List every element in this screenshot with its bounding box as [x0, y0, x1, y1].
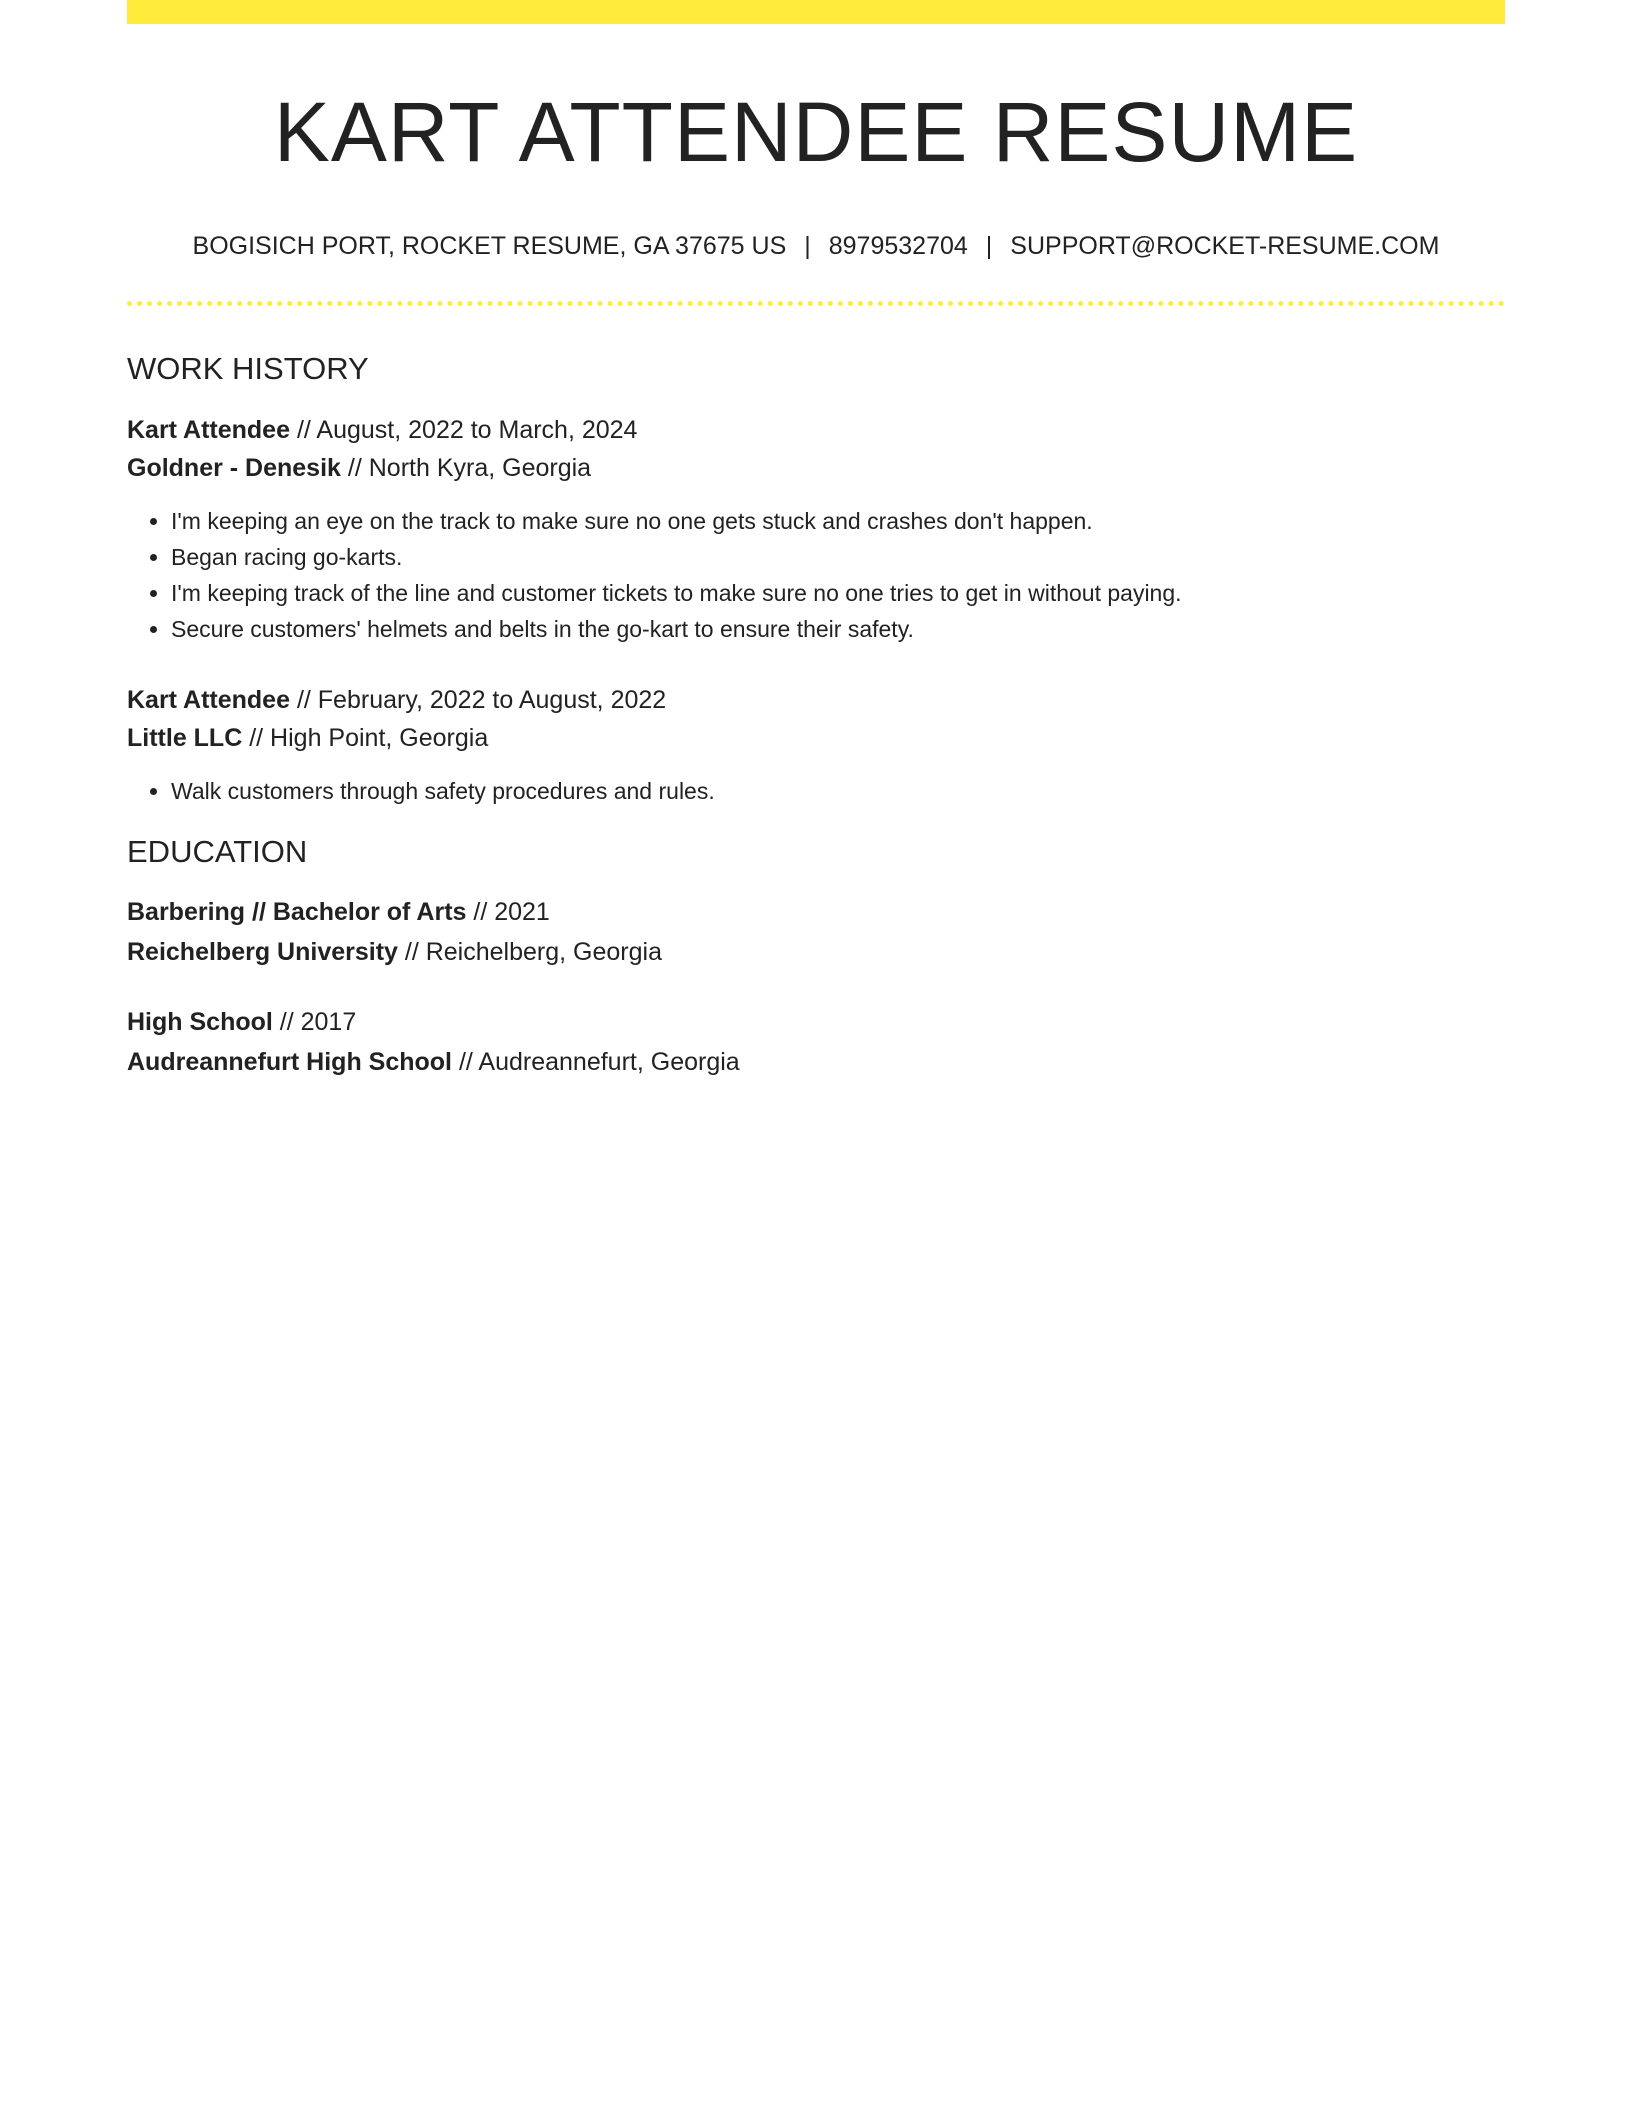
education-year: // 2021 [473, 898, 550, 927]
education-degree: High School [127, 1008, 273, 1037]
job-location: // North Kyra, Georgia [347, 453, 592, 482]
job-bullets [127, 773, 1505, 809]
job-bullet: • Secure customers' helmets and belts in the go-kart to ensure their safety. [171, 611, 1505, 647]
top-accent-bar [127, 0, 1505, 24]
job-title: Kart Attendee [127, 685, 290, 714]
job-company-line [127, 449, 1505, 487]
job-bullet: • I'm keeping an eye on the track to make sure no one gets stuck and crashes don't happen. [171, 503, 1505, 539]
education-school: Audreannefurt High School [127, 1048, 452, 1077]
job-dates: // August, 2022 to March, 2024 [296, 415, 638, 444]
contact-separator: | [804, 231, 811, 260]
education-degree: Barbering // Bachelor of Arts [127, 898, 467, 927]
job-company: Goldner - Denesik [127, 453, 341, 482]
contact-phone: 8979532704 [828, 231, 968, 260]
education-degree-line [127, 1002, 1505, 1042]
contact-email: SUPPORT@ROCKET-RESUME.COM [1010, 231, 1440, 260]
education-school-line [127, 1042, 1505, 1082]
contact-separator: | [985, 231, 993, 260]
job-location: // High Point, Georgia [249, 723, 489, 752]
education-school: Reichelberg University [127, 938, 398, 967]
education-entry [127, 892, 1505, 972]
job-bullet: • Began racing go-karts. [171, 539, 1505, 575]
education-location: // Audreannefurt, Georgia [458, 1048, 740, 1077]
dotted-divider [127, 301, 1505, 306]
job-entry [127, 681, 1505, 809]
work-history-heading: WORK HISTORY [127, 350, 369, 386]
job-bullets [127, 503, 1505, 647]
job-title-line [127, 411, 1505, 449]
job-bullet: • Walk customers through safety procedures and rules. [171, 773, 1505, 809]
job-entry [127, 411, 1505, 647]
education-degree-line [127, 892, 1505, 932]
education-school-line [127, 932, 1505, 972]
contact-address: BOGISICH PORT, ROCKET RESUME, GA 37675 US [192, 231, 787, 260]
job-bullet: • I'm keeping track of the line and customer tickets to make sure no one tries to get in without paying. [171, 575, 1505, 611]
education-year: // 2017 [279, 1008, 357, 1037]
education-entry [127, 1002, 1505, 1082]
education-location: // Reichelberg, Georgia [404, 938, 662, 967]
contact-info [127, 231, 1505, 261]
job-company-line [127, 719, 1505, 757]
resume-page [127, 0, 1505, 1082]
resume-title: KART ATTENDEE RESUME [273, 85, 1359, 179]
job-title: Kart Attendee [127, 415, 290, 444]
job-company: Little LLC [127, 723, 243, 752]
education-heading: EDUCATION [127, 833, 308, 869]
job-dates: // February, 2022 to August, 2022 [296, 685, 667, 714]
job-title-line [127, 681, 1505, 719]
